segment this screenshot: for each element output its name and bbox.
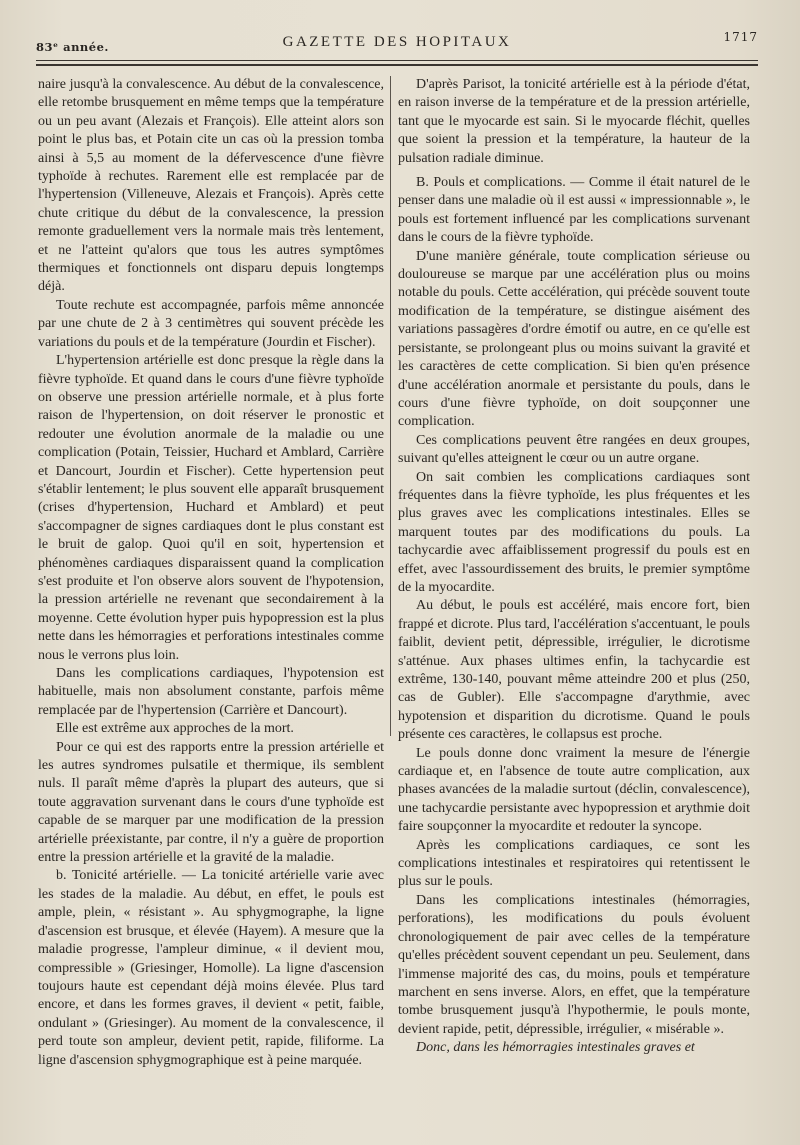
paragraph: On sait combien les complications cardiaques sont fréquentes dans la fièvre typhoïde, les plus fréquentes et les plus graves avec les complications intestinales. Elles se marquent toutes par des modifications du pouls. La tachycardie avec affaiblissement progressif du pouls est en effet, avec l'assourdissement des bruits, le premier symptôme de la myocardite. [398, 469, 750, 595]
paragraph: Au début, le pouls est accéléré, mais encore fort, bien frappé et dicrote. Plus tard, l'accélération s'accentuant, le pouls faiblit, devient petit, dépressible, irrégulier, le dicrotisme s'atténue. Aux phases ultimes enfin, la tachycardie est extrême, 130-140, pouvant même atteindre 200 et plus (250, cas de Gubler). Elle s'accompagne d'arythmie, avec hypotension et disparition du dicrotisme. Quand le pouls présente ces caractères, le collapsus est proche. [398, 598, 750, 743]
right-column [398, 76, 750, 1058]
paragraph: B. Pouls et complications. — Comme il était naturel de le penser dans une maladie où il est aussi « impressionnable », le pouls est fortement influencé par les complications survenant dans le cours de la fièvre typhoïde. [398, 175, 750, 246]
header-rule-thick [36, 64, 758, 66]
paragraph: D'une manière générale, toute complication sérieuse ou douloureuse se marque par une accélération plus ou moins notable du pouls. Cette accélération, qui précède souvent toute modification de la température, se distingue aisément des variations passagères d'ordre émotif ou autre, en ce qu'elle est persistante, se prolongeant plus ou moins suivant la gravité et les caractères de cette complication. Si bien qu'en présence d'une accélération anormale et persistante du pouls, dans le cours d'une fièvre typhoïde, on doit soupçonner une complication. [398, 248, 750, 430]
paragraph: Après les complications cardiaques, ce sont les complications intestinales et respiratoires qui retentissent le plus sur le pouls. [398, 837, 750, 890]
journal-title: GAZETTE DES HOPITAUX [282, 34, 512, 50]
page-number: 1717 [723, 30, 758, 44]
header-rule-thin [36, 60, 758, 61]
issue-label: 83ᵉ année. [36, 40, 109, 54]
paragraph: Ces complications peuvent être rangées en deux groupes, suivant qu'elles atteignent le cœur ou un autre organe. [398, 432, 750, 467]
paragraph: naire jusqu'à la convalescence. Au début de la convalescence, elle retombe brusquement en même temps que la température ou un peu avant (Alezais et François). Elle atteint alors son point le plus bas, et Potain cite un cas où la pression tomba ainsi à 5,5 au moment de la défervescence d'une fièvre typhoïde à rechutes. Rarement elle est remplacée par de l'hypertension (Villeneuve, Alezais et François). Après cette chute critique du début de la convalescence, la pression remonte graduellement vers la normale mais très lentement, et ne l'atteint qu'alors que tous les autres symptômes thermiques et fonctionnels ont disparu depuis longtemps déjà. [38, 77, 384, 295]
paragraph: Dans les complications cardiaques, l'hypotension est habituelle, mais non absolument constante, parfois même remplacée par de l'hypertension (Carrière et Dancourt). [38, 666, 384, 718]
paragraph: Toute rechute est accompagnée, parfois même annoncée par une chute de 2 à 3 centimètres qui souvent précède les variations du pouls et de la température (Jourdin et Fischer). [38, 297, 384, 350]
column-divider [390, 76, 391, 736]
paragraph: Elle est extrême aux approches de la mort. [56, 721, 294, 737]
paragraph: L'hypertension artérielle est donc presque la règle dans la fièvre typhoïde. Et quand dans le cours d'une fièvre typhoïde on observe une pression artérielle normale, et à plus forte raison de l'hypertension, on doit réserver le pronostic et redouter une évolution anormale de la maladie ou une complication (Potain, Teissier, Huchard et Amblard, Carrière et Dancourt, Jourdin et Fischer). Cette hypertension peut s'établir lentement; le plus souvent elle apparaît brusquement (crises d'hypertension, Huchard et Amblard) et peut s'accompagner de signes cardiaques dont le plus constant est le bruit de galop. Quoi qu'il en soit, hypertension et phénomènes cardiaques disparaissent quand la complication s'est produite et l'on observe alors souvent de l'hypotension, la pression artérielle ne revenant que secondairement à la moyenne. Cette évolution hyper puis hypopression est la plus nette dans les hémorragies et perforations intestinales comme nous le verrons plus loin. [38, 353, 384, 663]
paragraph: b. Tonicité artérielle. — La tonicité artérielle varie avec les stades de la maladie. Au début, en effet, le pouls est ample, plein, « résistant ». Au sphygmographe, la ligne d'ascension est brusque, et élevée (Hayem). A mesure que la maladie progresse, l'ampleur diminue, « il devient mou, compressible » (Griesinger, Homolle). La ligne d'ascension toujours haute est cependant déjà moins élevée. Plus tard encore, et dans les formes graves, il devient « petit, faible, ondulant » (Griesinger). Au moment de la convalescence, il perd toute son ampleur, devient petit, rapide, filiforme. La ligne d'ascension sphygmographique est à peine marquée. [38, 868, 384, 1068]
paragraph: Le pouls donne donc vraiment la mesure de l'énergie cardiaque et, en l'absence de toute autre complication, aux phases avancées de la maladie surtout (déclin, convalescence), une tachycardie persistante avec hypopression et arythmie doit faire soupçonner la myocardite et redouter la syncope. [398, 745, 750, 835]
paragraph: Pour ce qui est des rapports entre la pression artérielle et les autres syndromes pulsatile et thermique, ils semblent nuls. Il paraît même d'après la plupart des auteurs, que si toute aggravation survenant dans le cours d'une typhoïde est capable de se marquer par une modification de la pression artérielle préexistante, par contre, il n'y a guère de proportion entre la pression artérielle et la gravité de la maladie. [38, 739, 384, 866]
paragraph: Donc, dans les hémorragies intestinales graves et [416, 1040, 695, 1056]
page-header [36, 30, 758, 58]
paragraph: Dans les complications intestinales (hémorragies, perforations), les modifications du pouls évoluent chronologiquement de pair avec celles de la température qu'elles précèdent souvent cependant un peu. Seulement, dans l'immense majorité des cas, du moins, pouls et température marchent en sens inverse. Alors, en effet, que la température tombe brusquement jusqu'à l'hypothermie, le pouls monte, devient rapide, petit, dépressible, irrégulier, « misérable ». [398, 892, 750, 1037]
left-column [38, 76, 384, 1070]
paragraph: D'après Parisot, la tonicité artérielle est à la période d'état, en raison inverse de la température et de la pression artérielle, tant que le myocarde est sain. Si le myocarde fléchit, quelles que soient la pression et la température, la hauteur de la pulsation radiale diminue. [398, 77, 750, 166]
